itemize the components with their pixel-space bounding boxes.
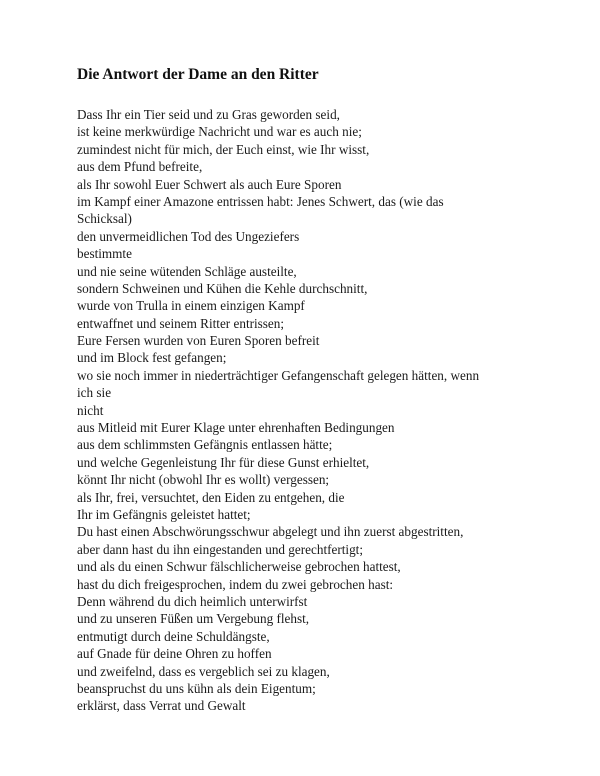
poem-line: Dass Ihr ein Tier seid und zu Gras geworden seid, <box>77 107 340 122</box>
poem-line: nicht <box>77 402 104 418</box>
poem-line: Schicksal) <box>77 211 132 227</box>
poem-line: sondern Schweinen und Kühen die Kehle durchschnitt, <box>77 280 368 296</box>
poem-text <box>77 106 547 715</box>
poem-line: aus dem Pfund befreite, <box>77 159 203 175</box>
poem-line: ich sie <box>77 385 112 401</box>
poem-line: Denn während du dich heimlich unterwirfst <box>77 593 308 609</box>
poem-line: aus Mitleid mit Eurer Klage unter ehrenhaften Bedingungen <box>77 420 395 436</box>
document-title: Die Antwort der Dame an den Ritter <box>77 66 319 83</box>
poem-line: als Ihr, frei, versuchtet, den Eiden zu entgehen, die <box>77 489 345 505</box>
poem-line: ist keine merkwürdige Nachricht und war es auch nie; <box>77 124 362 140</box>
poem-line: aus dem schlimmsten Gefängnis entlassen hätte; <box>77 437 333 453</box>
poem-line: könnt Ihr nicht (obwohl Ihr es wollt) vergessen; <box>77 472 330 488</box>
poem-line: entmutigt durch deine Schuldängste, <box>77 628 270 644</box>
poem-line: hast du dich freigesprochen, indem du zwei gebrochen hast: <box>77 576 394 592</box>
poem-line: wo sie noch immer in niederträchtiger Gefangenschaft gelegen hätten, wenn <box>77 367 480 383</box>
poem-line: und nie seine wütenden Schläge austeilte, <box>77 263 297 279</box>
poem-line: entwaffnet und seinem Ritter entrissen; <box>77 315 285 331</box>
poem-line: im Kampf einer Amazone entrissen habt: Jenes Schwert, das (wie das <box>77 193 444 209</box>
poem-line: und zu unseren Füßen um Vergebung flehst, <box>77 611 310 627</box>
poem-line: wurde von Trulla in einem einzigen Kampf <box>77 298 305 314</box>
poem-line: und im Block fest gefangen; <box>77 350 227 366</box>
poem-line: Ihr im Gefängnis geleistet hattet; <box>77 506 251 522</box>
poem-line: erklärst, dass Verrat und Gewalt <box>77 698 246 714</box>
poem-line: beanspruchst du uns kühn als dein Eigentum; <box>77 680 316 696</box>
poem-line: Eure Fersen wurden von Euren Sporen befreit <box>77 333 320 349</box>
poem-line: und zweifelnd, dass es vergeblich sei zu klagen, <box>77 663 330 679</box>
poem-line: zumindest nicht für mich, der Euch einst, wie Ihr wisst, <box>77 141 370 157</box>
poem-line: als Ihr sowohl Euer Schwert als auch Eure Sporen <box>77 176 342 192</box>
poem-line: und welche Gegenleistung Ihr für diese Gunst erhieltet, <box>77 454 370 470</box>
poem-line: aber dann hast du ihn eingestanden und gerechtfertigt; <box>77 541 363 557</box>
poem-line: bestimmte <box>77 246 132 262</box>
poem-line: und als du einen Schwur fälschlicherweise gebrochen hattest, <box>77 559 401 575</box>
poem-line: den unvermeidlichen Tod des Ungeziefers <box>77 228 300 244</box>
poem-line: auf Gnade für deine Ohren zu hoffen <box>77 646 272 662</box>
poem-line: Du hast einen Abschwörungsschwur abgelegt und ihn zuerst abgestritten, <box>77 524 464 540</box>
